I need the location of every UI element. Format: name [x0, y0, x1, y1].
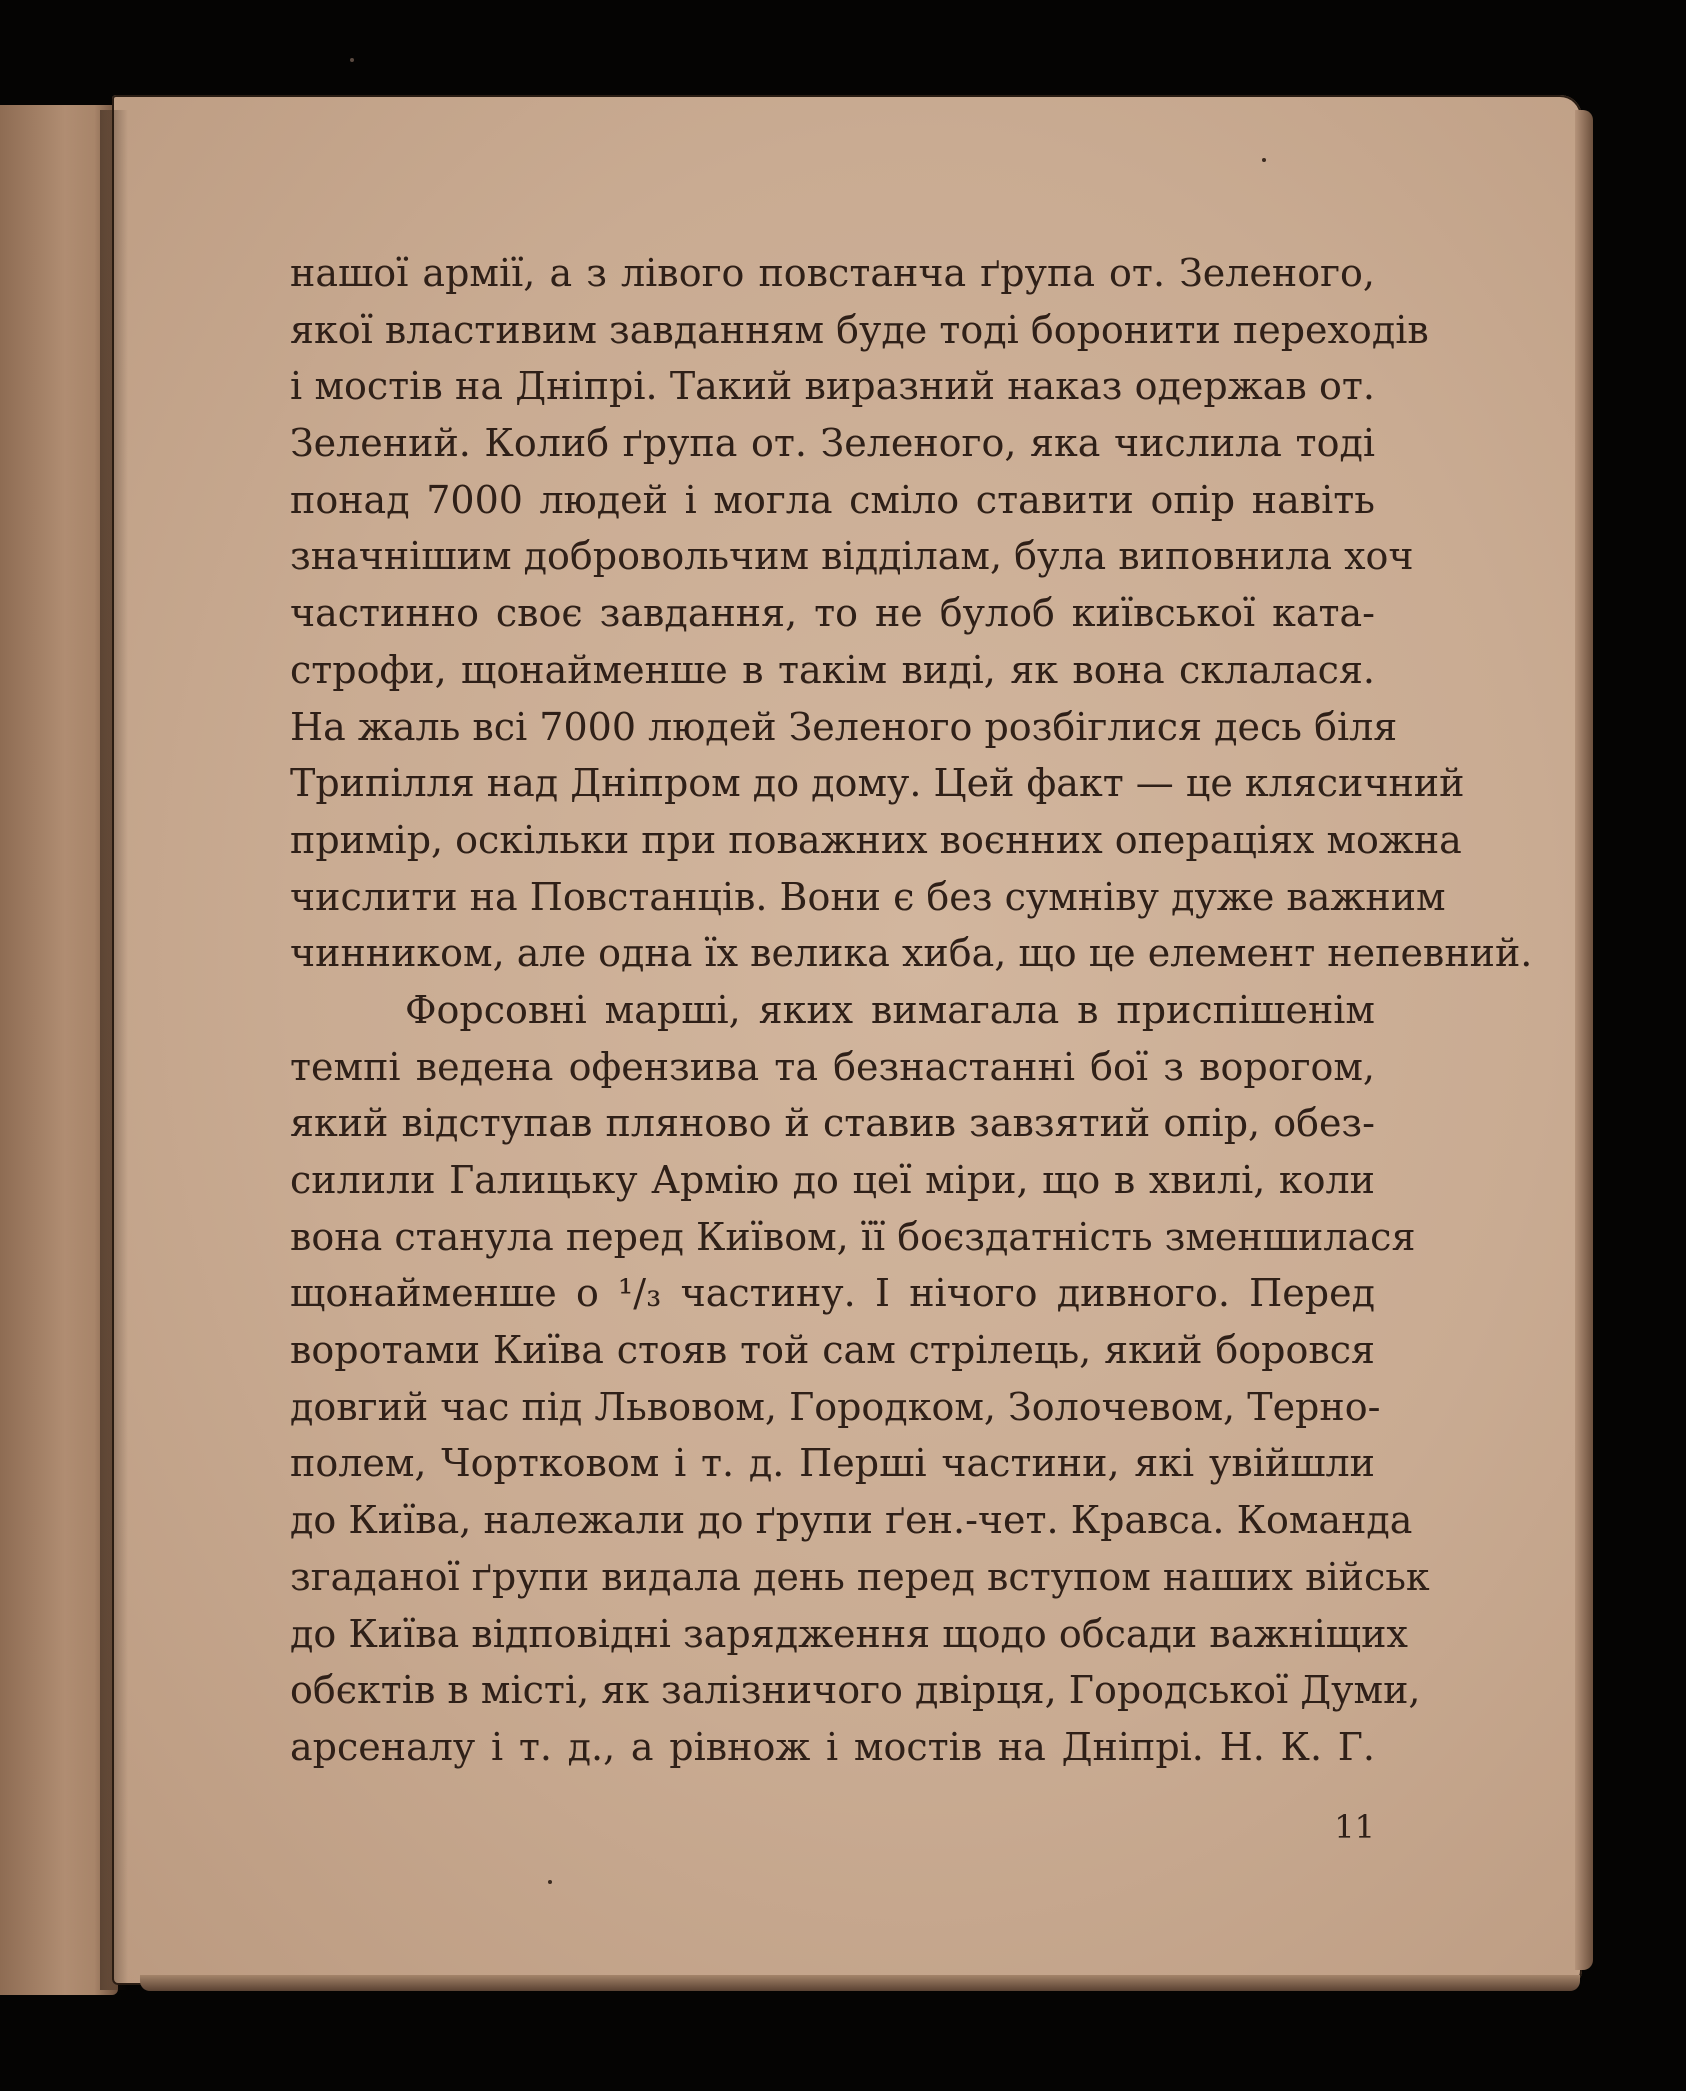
dust-speck — [350, 58, 354, 62]
text-line: темпі ведена офензива та безнастанні бої з ворогом, — [290, 1044, 1375, 1089]
page-number: 11 — [1334, 1808, 1375, 1846]
text-line: обєктів в місті, як залізничого двірця, Городської Думи, — [290, 1668, 1421, 1713]
text-line: довгий час під Львовом, Городком, Золочевом, Терно- — [290, 1384, 1381, 1429]
paper-speck — [548, 1880, 552, 1884]
text-line: чинником, але одна їх велика хиба, що це елемент непевний. — [290, 931, 1533, 976]
page-stack-edge-right — [1575, 110, 1593, 1970]
text-line: якої властивим завданням буде тоді боронити переходів — [290, 307, 1429, 352]
text-line: понад 7000 людей і могла сміло ставити опір навіть — [290, 477, 1375, 522]
text-line: строфи, щонайменше в такім виді, як вона склалася. — [290, 647, 1375, 692]
text-line: частинно своє завдання, то не булоб київської ката- — [290, 591, 1375, 636]
text-line: до Київа відповідні зарядження щодо обсади важніщих — [290, 1611, 1408, 1656]
paper-speck — [1262, 158, 1266, 162]
text-line: силили Галицьку Армію до цеї міри, що в хвилі, коли — [290, 1158, 1375, 1202]
text-line: вона станула перед Київом, її боєздатність зменшилася — [290, 1214, 1416, 1259]
text-line: Зелений. Колиб ґрупа от. Зеленого, яка числила тоді — [290, 421, 1375, 466]
text-line: згаданої ґрупи видала день перед вступом наших військ — [290, 1554, 1430, 1599]
text-line: який відступав пляново й ставив завзятий опір, обез- — [290, 1101, 1375, 1146]
text-line: нашої армії, а з лівого повстанча ґрупа от. Зеленого, — [290, 251, 1375, 295]
text-line: На жаль всі 7000 людей Зеленого розбіглися десь біля — [290, 704, 1398, 749]
paragraph-first-line: Форсовні марші, яких вимагала в приспішенім — [405, 987, 1375, 1032]
page-stack-edge-bottom — [140, 1975, 1580, 1991]
text-line: числити на Повстанців. Вони є без сумніву дуже важним — [290, 874, 1446, 919]
text-line: щонайменше о ¹/₃ частину. І нічого дивного. Перед — [290, 1271, 1375, 1316]
text-line: полем, Чортковом і т. д. Перші частини, які увійшли — [290, 1441, 1375, 1486]
text-line: воротами Київа стояв той сам стрілець, який боровся — [290, 1328, 1375, 1373]
text-line: примір, оскільки при поважних воєнних операціях можна — [290, 817, 1462, 862]
text-line: Трипілля над Дніпром до дому. Цей факт — це клясичний — [290, 761, 1465, 806]
gutter-shadow — [100, 110, 128, 1990]
text-line: значнішим добровольчим відділам, була виповнила хоч — [290, 534, 1414, 579]
text-line: до Київа, належали до ґрупи ґен.-чет. Кравса. Команда — [290, 1498, 1413, 1543]
text-line: арсеналу і т. д., а рівнож і мостів на Дніпрі. Н. К. Г. — [290, 1724, 1375, 1769]
body-text — [290, 245, 1533, 1776]
text-line: і мостів на Дніпрі. Такий виразний наказ одержав от. — [290, 364, 1375, 409]
